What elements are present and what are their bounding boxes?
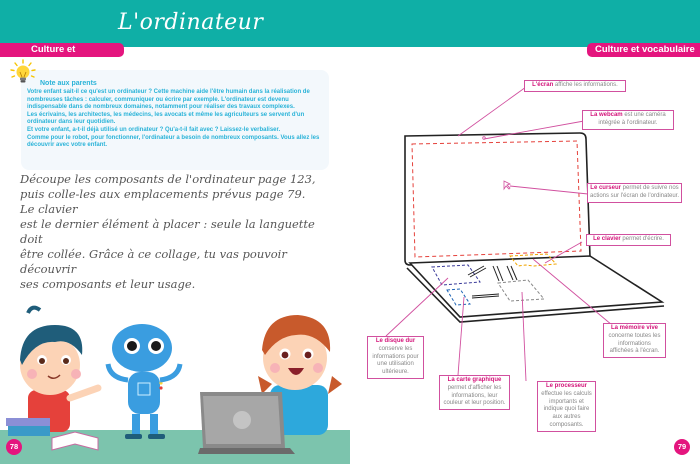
note-paragraph: Les écrivains, les architectes, les médecins, les avocats et même les agriculteurs se servent d'un ordinateur dans leur quotidien. xyxy=(27,111,305,126)
note-title: Note aux parents xyxy=(40,80,97,87)
instructions-line: être collée. Grâce à ce collage, tu vas pouvoir découvrir xyxy=(20,247,287,276)
label-processor: Le processeur effectue les calculs importants et indique quoi faire aux autres composants. xyxy=(537,381,596,432)
robot-figure xyxy=(108,324,180,439)
instructions-line: Découpe les composants de l'ordinateur page 123, xyxy=(20,172,316,186)
keyboard-base xyxy=(410,256,662,317)
screen-outline xyxy=(405,133,590,265)
label-ram: La mémoire vive concerne toutes les informations affichées à l'écran. xyxy=(603,323,666,358)
label-graphics-card: La carte graphique permet d'afficher les informations, leur couleur et leur position. xyxy=(439,375,510,410)
lightbulb-icon xyxy=(9,59,37,87)
page-title: L'ordinateur xyxy=(118,10,264,35)
page-number: 79 xyxy=(674,439,690,455)
note-paragraph: Et votre enfant, a-t-il déjà utilisé un ordinateur ? Qu'a-t-il fait avec ? Laissez-le verbaliser. xyxy=(27,126,281,133)
instructions-line: puis colle-les aux emplacements prévus page 79. Le clavier xyxy=(20,187,306,216)
label-keyboard: Le clavier permet d'écrire. xyxy=(586,234,671,246)
laptop-illustration xyxy=(198,392,295,454)
note-text xyxy=(27,89,327,150)
boy-figure xyxy=(6,308,98,450)
label-webcam: La webcam est une caméra intégrée à l'ordinateur. xyxy=(582,110,674,130)
laptop-diagram xyxy=(350,0,700,464)
note-paragraph: Votre enfant sait-il ce qu'est un ordinateur ? Cette machine aide l'être humain dans la réalisation de nombreuses tâches : calculer, communiquer ou écrire par exemple. L'ordinateur est devenu indispensable dans de nombreux domaines, notamment pour réaliser des travaux complexes. xyxy=(27,89,310,111)
label-cursor: Le curseur permet de suivre nos actions sur l'écran de l'ordinateur. xyxy=(587,183,682,203)
note-paragraph: Comme pour le robot, pour fonctionner, l'ordinateur a besoin de nombreux composants. Vous allez les découvrir avec votre enfant. xyxy=(27,134,320,149)
instructions-line: ses composants et leur usage. xyxy=(20,277,196,291)
section-tab: Culture et vocabulaire xyxy=(0,43,124,57)
page-number: 78 xyxy=(6,439,22,455)
label-screen: L'écran affiche les informations. xyxy=(524,80,626,92)
instructions-line: est le dernier élément à placer : seule la languette doit xyxy=(20,217,315,246)
kids-robot-illustration xyxy=(0,280,350,464)
label-hard-disk: Le disque dur conserve les informations pour une utilisation ultérieure. xyxy=(367,336,424,379)
section-tab: Culture et vocabulaire xyxy=(587,43,700,57)
right-page xyxy=(350,0,700,464)
instructions-text xyxy=(20,172,320,292)
